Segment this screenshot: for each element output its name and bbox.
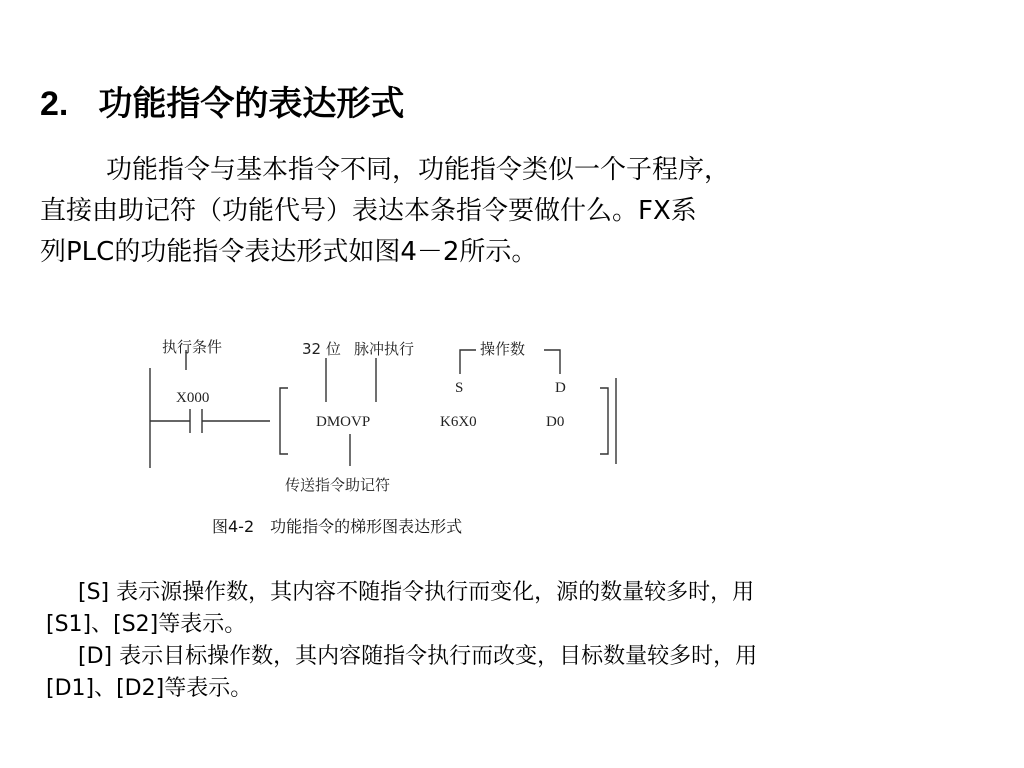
destination-value: D0: [546, 414, 565, 430]
instruction-bracket-right: [600, 388, 608, 454]
ladder-diagram: [140, 330, 640, 545]
source-tag: S: [455, 380, 464, 396]
label-operands: 操作数: [480, 340, 526, 358]
section-number: 2.: [40, 85, 69, 123]
instruction-bracket-left: [280, 388, 288, 454]
source-note-line-1: [S] 表示源操作数，其内容不随指令执行而变化，源的数量较多时，用: [78, 580, 755, 605]
label-condition: 执行条件: [162, 338, 223, 356]
label-32bit: 32 位: [302, 340, 341, 358]
operand-bracket-right: [544, 350, 560, 374]
figure-caption: 图4-2 功能指令的梯形图表达形式: [212, 517, 463, 536]
operand-bracket-left: [460, 350, 476, 374]
operand-notes: [46, 577, 976, 705]
destination-note-line-2: [D1]、[D2]等表示。: [46, 676, 253, 701]
destination-tag: D: [555, 380, 566, 396]
intro-paragraph: [40, 150, 940, 273]
title-text: 功能指令的表达形式: [98, 84, 405, 124]
source-value: K6X0: [440, 414, 477, 430]
slide-title: [40, 82, 404, 126]
contact-name: X000: [176, 390, 210, 406]
label-pulse: 脉冲执行: [354, 340, 415, 358]
intro-line-2: 直接由助记符（功能代号）表达本条指令要做什么。FX系: [40, 196, 697, 226]
destination-note-line-1: [D] 表示目标操作数，其内容随指令执行而改变，目标数量较多时，用: [78, 644, 758, 669]
source-note-line-2: [S1]、[S2]等表示。: [46, 612, 247, 637]
intro-line-3: 列PLC的功能指令表达形式如图4－2所示。: [40, 237, 538, 267]
intro-line-1: 功能指令与基本指令不同，功能指令类似一个子程序，: [106, 155, 731, 185]
instruction-mnemonic: DMOVP: [316, 414, 371, 430]
label-mnemonic: 传送指令助记符: [285, 476, 391, 494]
ladder-diagram-figure: [140, 330, 640, 545]
